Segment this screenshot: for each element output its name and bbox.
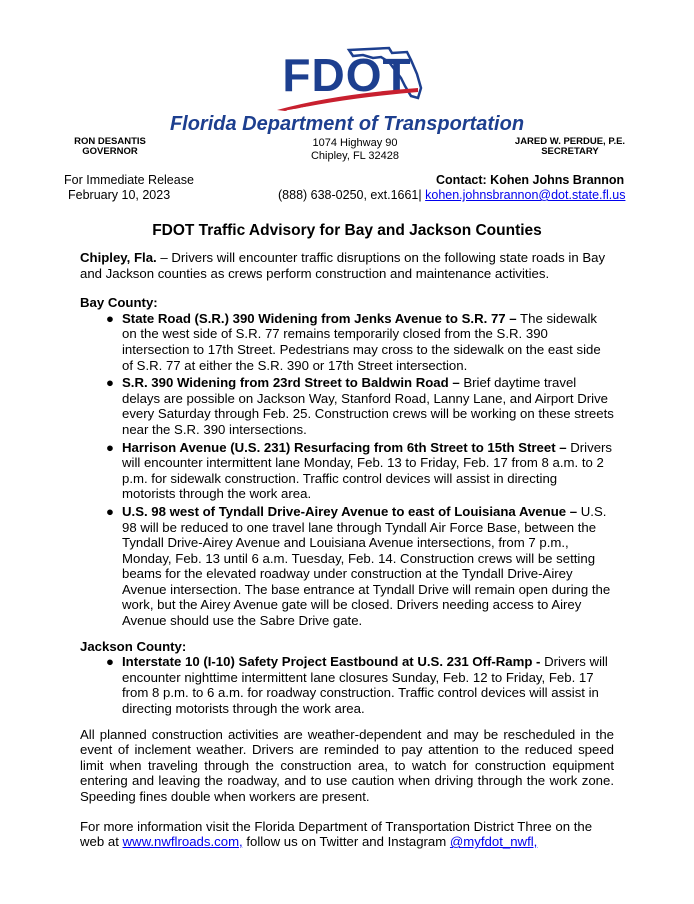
bullet-icon: ● — [106, 503, 114, 519]
list-item — [106, 503, 614, 629]
secretary-title: SECRETARY — [541, 146, 599, 157]
contact-line — [278, 188, 625, 203]
release-label: For Immediate Release — [64, 173, 194, 187]
bay-county-list — [80, 311, 614, 629]
list-item — [106, 654, 614, 717]
list-item — [106, 439, 614, 502]
item-text: Drivers will encounter nighttime intermittent lane closures Sunday, Feb. 12 to Friday, Feb. 17 from 8 p.m. to 6 a.m. for roadway construction. Traffic control devices will assist in directing motorists through the work area. — [122, 654, 608, 717]
item-text: Drivers will encounter intermittent lane Monday, Feb. 13 to Friday, Feb. 17 from 8 a.m. to 2 p.m. for sidewalk construction. Traffic control devices will assist in directing motorists through the work area. — [122, 439, 613, 502]
item-heading: S.R. 390 Widening from 23rd Street to Baldwin Road – — [122, 375, 460, 391]
road-swoosh-icon — [275, 86, 420, 112]
page-title: FDOT Traffic Advisory for Bay and Jackson Counties — [152, 222, 542, 239]
intro-paragraph — [80, 250, 614, 281]
item-heading: State Road (S.R.) 390 Widening from Jenks Avenue to S.R. 77 – — [122, 310, 517, 326]
address-block — [285, 137, 425, 163]
bullet-icon: ● — [106, 375, 114, 391]
website-link[interactable]: www.nwflroads.com, — [122, 834, 243, 850]
item-heading: Harrison Avenue (U.S. 231) Resurfacing from 6th Street to 15th Street – — [122, 439, 567, 455]
item-text: Brief daytime travel delays are possible on Jackson Way, Stanford Road, Lanny Lane, and Airport Drive every Saturday through Feb. 25. Construction crews will be working on these streets near the S.R. 390 intersections. — [122, 375, 614, 437]
more-info-text2: follow us on Twitter and Instagram — [242, 834, 450, 850]
item-text: The sidewalk on the west side of S.R. 77 remains temporarily closed from the S.R. 390 intersection to 17th Street. Pedestrians may cross to the sidewalk on the east side of S.R. 77 at either the S.R. 390 or 17th Street intersection. — [122, 310, 601, 373]
fdot-logo-text: FDOT — [282, 49, 412, 101]
address-line1: 1074 Highway 90 — [312, 137, 398, 149]
item-heading: U.S. 98 west of Tyndall Drive-Airey Avenue to east of Louisiana Avenue – — [122, 503, 578, 519]
org-name: Florida Department of Transportation — [169, 113, 525, 135]
governor-block — [60, 137, 160, 157]
address-line2: Chipley, FL 32428 — [310, 150, 400, 162]
list-item — [106, 310, 614, 373]
more-info-text1: For more information visit the Florida Department of Transportation District Three on the web at — [80, 818, 593, 850]
governor-title: GOVERNOR — [82, 146, 138, 157]
list-item — [106, 375, 614, 437]
social-handle-link[interactable]: @myfdot_nwfl, — [449, 834, 538, 850]
bay-county-heading: Bay County: — [80, 295, 158, 311]
bullet-icon: ● — [106, 654, 114, 670]
intro-text: – Drivers will encounter traffic disruptions on the following state roads in Bay and Jackson counties as crews perform construction and maintenance activities. — [80, 250, 606, 281]
release-date: February 10, 2023 — [68, 188, 171, 202]
bullet-icon: ● — [106, 310, 114, 326]
contact-name: Contact: Kohen Johns Brannon — [436, 173, 625, 187]
contact-email-link[interactable]: kohen.johnsbrannon@dot.state.fl.us — [425, 188, 626, 202]
closing-paragraph: All planned construction activities are weather-dependent and may be rescheduled in the event of inclement weather. Drivers are reminded to pay attention to the reduced speed limit when traveling through the construction area, to watch for construction equipment entering and leaving the roadway, and to use caution when driving through the work zone. Speeding fines double when workers are present. — [80, 726, 614, 804]
more-info-paragraph — [80, 819, 614, 850]
item-text: U.S. 98 will be reduced to one travel lane through Tyndall Air Force Base, between the Tyndall Drive-Airey Avenue and Louisiana Avenue intersections, from 7 p.m., Monday, Feb. 13 until 6 a.m. Tuesday, Feb. 14. Construction crews will be setting beams for the elevated roadway under construction at the Tyndall Drive-Airey Avenue intersection. The base entrance at Tyndall Drive will remain open during the work, but the Airey Avenue gate will be closed. Drivers needing access to Airey Avenue should use the Sabre Drive gate. — [122, 503, 611, 629]
bullet-icon: ● — [106, 439, 114, 455]
item-heading: Interstate 10 (I-10) Safety Project Eastbound at U.S. 231 Off-Ramp - — [122, 654, 541, 670]
advisory-body — [80, 250, 614, 864]
secretary-name: JARED W. PERDUE, P.E. — [514, 136, 626, 147]
secretary-block — [505, 137, 635, 157]
jackson-county-list — [80, 654, 614, 716]
jackson-county-heading: Jackson County: — [80, 638, 187, 654]
contact-phone: (888) 638-0250, ext.1661| — [278, 188, 422, 202]
dateline: Chipley, Fla. — [80, 250, 157, 265]
governor-name: RON DESANTIS — [74, 136, 146, 147]
